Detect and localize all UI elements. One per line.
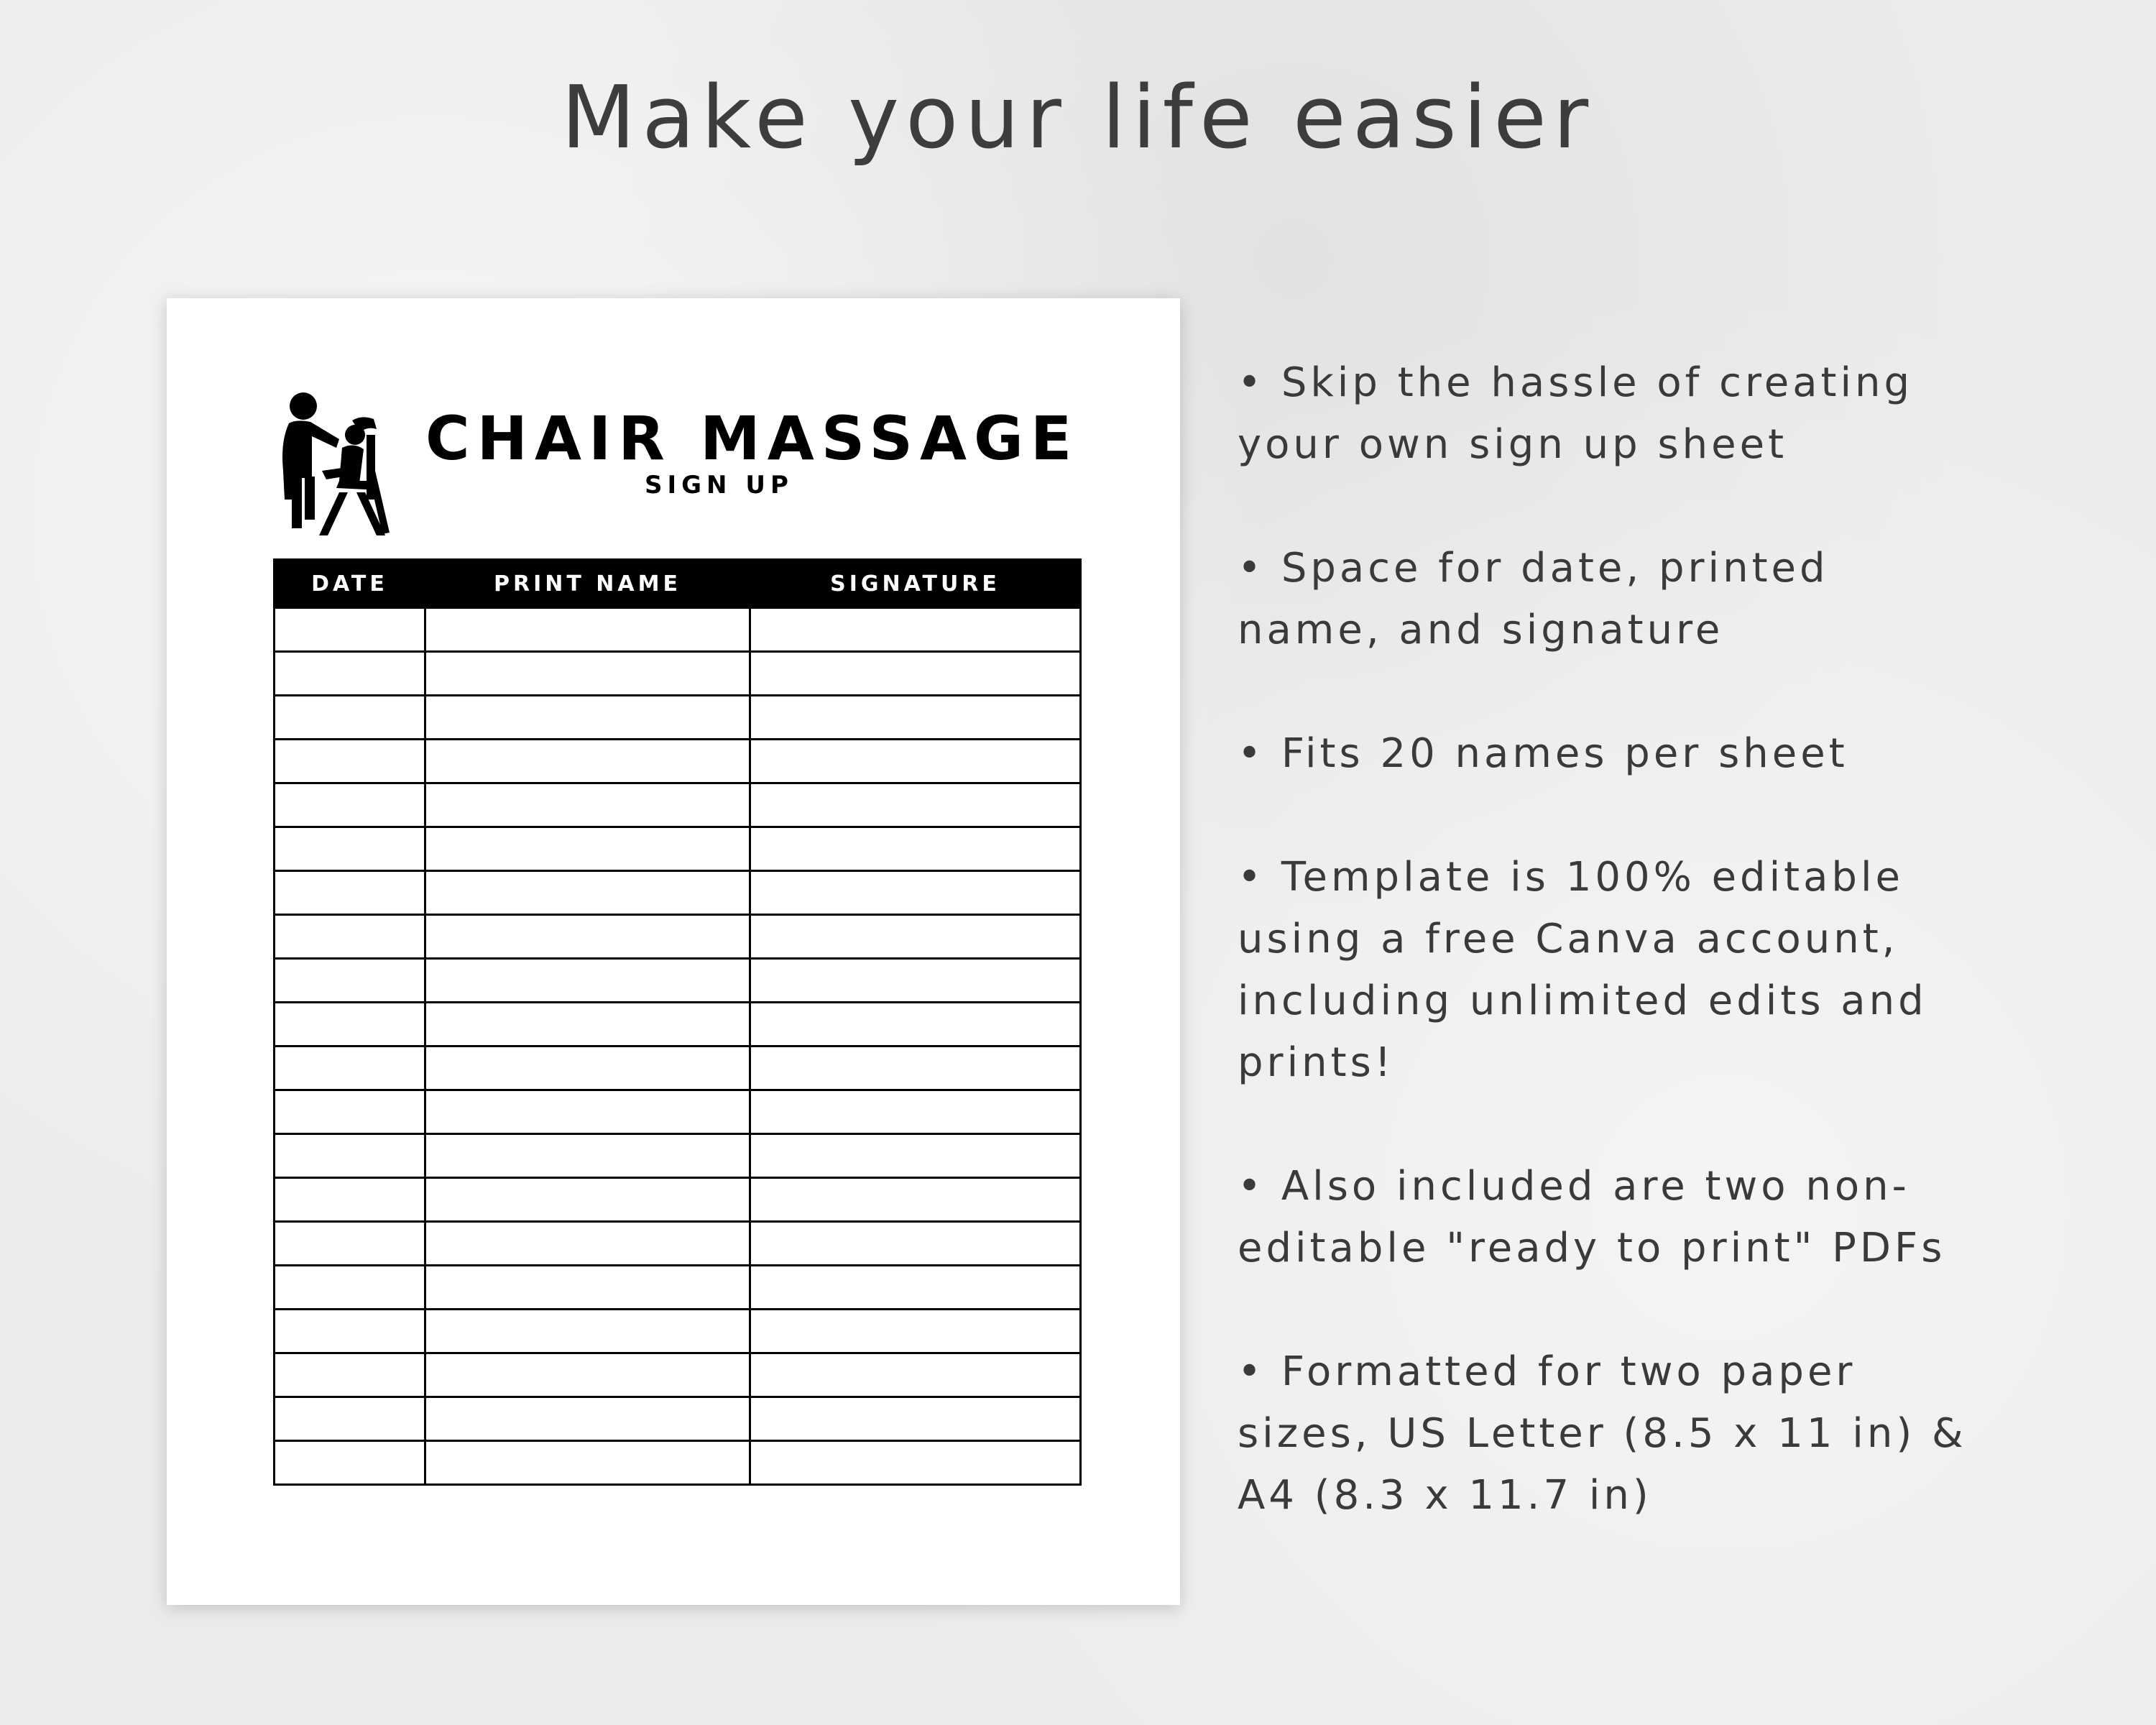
column-header-print-name: PRINT NAME xyxy=(425,560,750,608)
table-row xyxy=(275,1397,1081,1441)
signature-cell xyxy=(750,1178,1081,1222)
table-row xyxy=(275,1134,1081,1178)
date-cell xyxy=(275,1046,425,1090)
signature-cell xyxy=(750,783,1081,827)
print-name-cell xyxy=(425,1090,750,1134)
print-name-cell xyxy=(425,696,750,740)
table-row xyxy=(275,915,1081,959)
table-row xyxy=(275,1178,1081,1222)
date-cell xyxy=(275,740,425,783)
date-cell xyxy=(275,1090,425,1134)
feature-item: • Space for date, printed name, and signature xyxy=(1238,545,1829,653)
print-name-cell xyxy=(425,1353,750,1397)
signature-cell xyxy=(750,1397,1081,1441)
signature-cell xyxy=(750,740,1081,783)
date-cell xyxy=(275,608,425,652)
signature-cell xyxy=(750,1353,1081,1397)
column-header-date: DATE xyxy=(275,560,425,608)
date-cell xyxy=(275,1178,425,1222)
signature-cell xyxy=(750,871,1081,915)
date-cell xyxy=(275,1003,425,1046)
table-row xyxy=(275,1090,1081,1134)
print-name-cell xyxy=(425,783,750,827)
date-cell xyxy=(275,696,425,740)
print-name-cell xyxy=(425,740,750,783)
print-name-cell xyxy=(425,915,750,959)
table-row xyxy=(275,1222,1081,1266)
signature-cell xyxy=(750,608,1081,652)
signature-cell xyxy=(750,1090,1081,1134)
date-cell xyxy=(275,827,425,871)
signature-cell xyxy=(750,1046,1081,1090)
sheet-subtitle: SIGN UP xyxy=(645,471,793,500)
date-cell xyxy=(275,1266,425,1310)
table-row xyxy=(275,959,1081,1003)
table-header-row xyxy=(275,560,1081,608)
signup-sheet-preview xyxy=(167,298,1180,1605)
feature-item: • Template is 100% editable using a free Canva account, including unlimited edits and prints! xyxy=(1238,854,1927,1086)
print-name-cell xyxy=(425,959,750,1003)
signature-cell xyxy=(750,1441,1081,1485)
chair-massage-icon xyxy=(267,392,397,535)
table-row xyxy=(275,1003,1081,1046)
table-row xyxy=(275,1266,1081,1310)
print-name-cell xyxy=(425,1310,750,1353)
date-cell xyxy=(275,1397,425,1441)
date-cell xyxy=(275,959,425,1003)
print-name-cell xyxy=(425,1441,750,1485)
date-cell xyxy=(275,652,425,696)
print-name-cell xyxy=(425,1046,750,1090)
feature-item: • Fits 20 names per sheet xyxy=(1238,730,1848,777)
signature-cell xyxy=(750,1266,1081,1310)
table-row xyxy=(275,696,1081,740)
table-row xyxy=(275,783,1081,827)
print-name-cell xyxy=(425,871,750,915)
date-cell xyxy=(275,871,425,915)
signature-cell xyxy=(750,915,1081,959)
signature-cell xyxy=(750,1222,1081,1266)
signature-cell xyxy=(750,959,1081,1003)
table-body xyxy=(275,608,1081,1485)
date-cell xyxy=(275,1441,425,1485)
table-row xyxy=(275,1310,1081,1353)
date-cell xyxy=(275,1134,425,1178)
feature-list xyxy=(1238,352,2136,1588)
signature-cell xyxy=(750,1134,1081,1178)
date-cell xyxy=(275,783,425,827)
table-row xyxy=(275,1353,1081,1397)
print-name-cell xyxy=(425,608,750,652)
column-header-signature: SIGNATURE xyxy=(750,560,1081,608)
headline: Make your life easier xyxy=(561,68,1595,168)
print-name-cell xyxy=(425,652,750,696)
table-row xyxy=(275,608,1081,652)
feature-item: • Also included are two non- editable "ready to print" PDFs xyxy=(1238,1163,1946,1271)
print-name-cell xyxy=(425,1134,750,1178)
signature-cell xyxy=(750,827,1081,871)
table-row xyxy=(275,1441,1081,1485)
signup-table xyxy=(273,558,1082,1486)
date-cell xyxy=(275,915,425,959)
signature-cell xyxy=(750,652,1081,696)
table-row xyxy=(275,652,1081,696)
print-name-cell xyxy=(425,827,750,871)
print-name-cell xyxy=(425,1178,750,1222)
sheet-title: CHAIR MASSAGE xyxy=(425,403,1079,474)
date-cell xyxy=(275,1353,425,1397)
table-row xyxy=(275,1046,1081,1090)
date-cell xyxy=(275,1310,425,1353)
signature-cell xyxy=(750,696,1081,740)
feature-item: • Formatted for two paper sizes, US Letter (8.5 x 11 in) & A4 (8.3 x 11.7 in) xyxy=(1238,1348,1967,1519)
table-row xyxy=(275,871,1081,915)
signature-cell xyxy=(750,1310,1081,1353)
print-name-cell xyxy=(425,1003,750,1046)
table-row xyxy=(275,827,1081,871)
table-row xyxy=(275,740,1081,783)
print-name-cell xyxy=(425,1397,750,1441)
date-cell xyxy=(275,1222,425,1266)
signature-cell xyxy=(750,1003,1081,1046)
feature-item: • Skip the hassle of creating your own sign up sheet xyxy=(1238,359,1914,468)
print-name-cell xyxy=(425,1222,750,1266)
print-name-cell xyxy=(425,1266,750,1310)
